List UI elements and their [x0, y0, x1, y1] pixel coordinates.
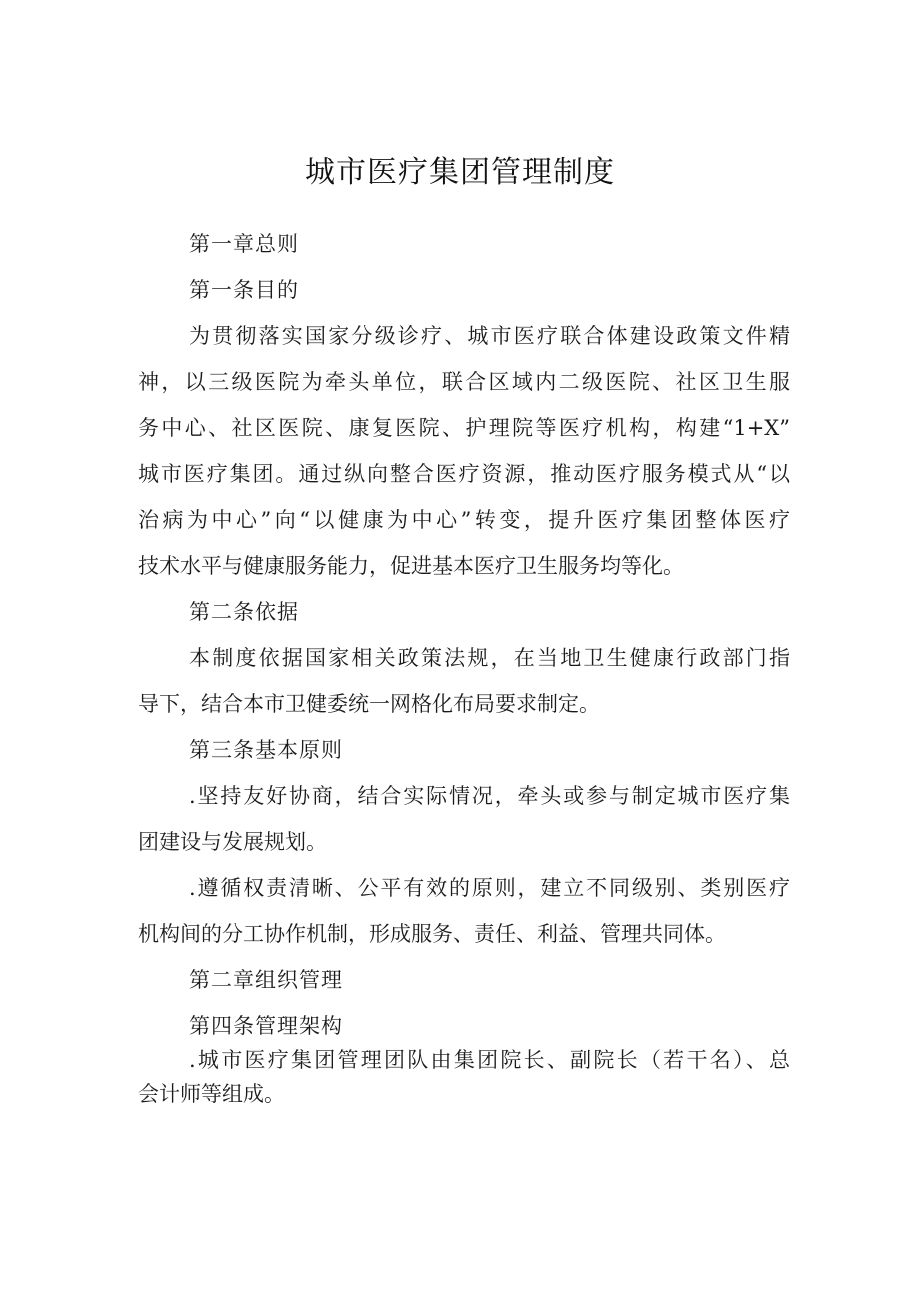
paragraph-line: 务中心、社区医院、康复医院、护理院等医疗机构，构建“1+X”: [138, 416, 790, 440]
paragraph-line: 本制度依据国家相关政策法规，在当地卫生健康行政部门指: [189, 646, 790, 670]
document-title: 城市医疗集团管理制度: [305, 155, 615, 190]
paragraph-line: 为贯彻落实国家分级诊疗、城市医疗联合体建设政策文件精: [189, 324, 790, 348]
paragraph-line: 会计师等组成。: [138, 1082, 285, 1106]
paragraph-line: 治病为中心”向“以健康为中心”转变，提升医疗集团整体医疗: [138, 508, 790, 532]
paragraph-line: .城市医疗集团管理团队由集团院长、副院长（若干名）、总: [189, 1048, 790, 1072]
paragraph-line: 技术水平与健康服务能力，促进基本医疗卫生服务均等化。: [138, 554, 684, 578]
chapter-heading: 第二章组织管理: [189, 968, 343, 992]
chapter-heading: 第一章总则: [189, 232, 299, 256]
article-heading: 第四条管理架构: [189, 1014, 343, 1038]
paragraph: [138, 1043, 790, 1111]
article-heading: 第三条基本原则: [189, 738, 343, 762]
paragraph-line: .坚持友好协商，结合实际情况，牵头或参与制定城市医疗集: [189, 784, 790, 808]
paragraph: [138, 319, 790, 583]
paragraph-line: 机构间的分工协作机制，形成服务、责任、利益、管理共同体。: [138, 922, 726, 946]
paragraph-line: 城市医疗集团。通过纵向整合医疗资源，推动医疗服务模式从“以: [138, 462, 790, 486]
paragraph: [138, 641, 790, 721]
paragraph-line: .遵循权责清晰、公平有效的原则，建立不同级别、类别医疗: [189, 876, 790, 900]
paragraph-line: 团建设与发展规划。: [138, 830, 327, 854]
article-heading: 第一条目的: [189, 278, 299, 302]
article-heading: 第二条依据: [189, 600, 299, 624]
document-body: [138, 227, 790, 1111]
paragraph-line: 导下，结合本市卫健委统一网格化布局要求制定。: [138, 692, 600, 716]
paragraph-line: 神，以三级医院为牵头单位，联合区域内二级医院、社区卫生服: [138, 370, 790, 394]
paragraph: [138, 871, 790, 951]
paragraph: [138, 779, 790, 859]
